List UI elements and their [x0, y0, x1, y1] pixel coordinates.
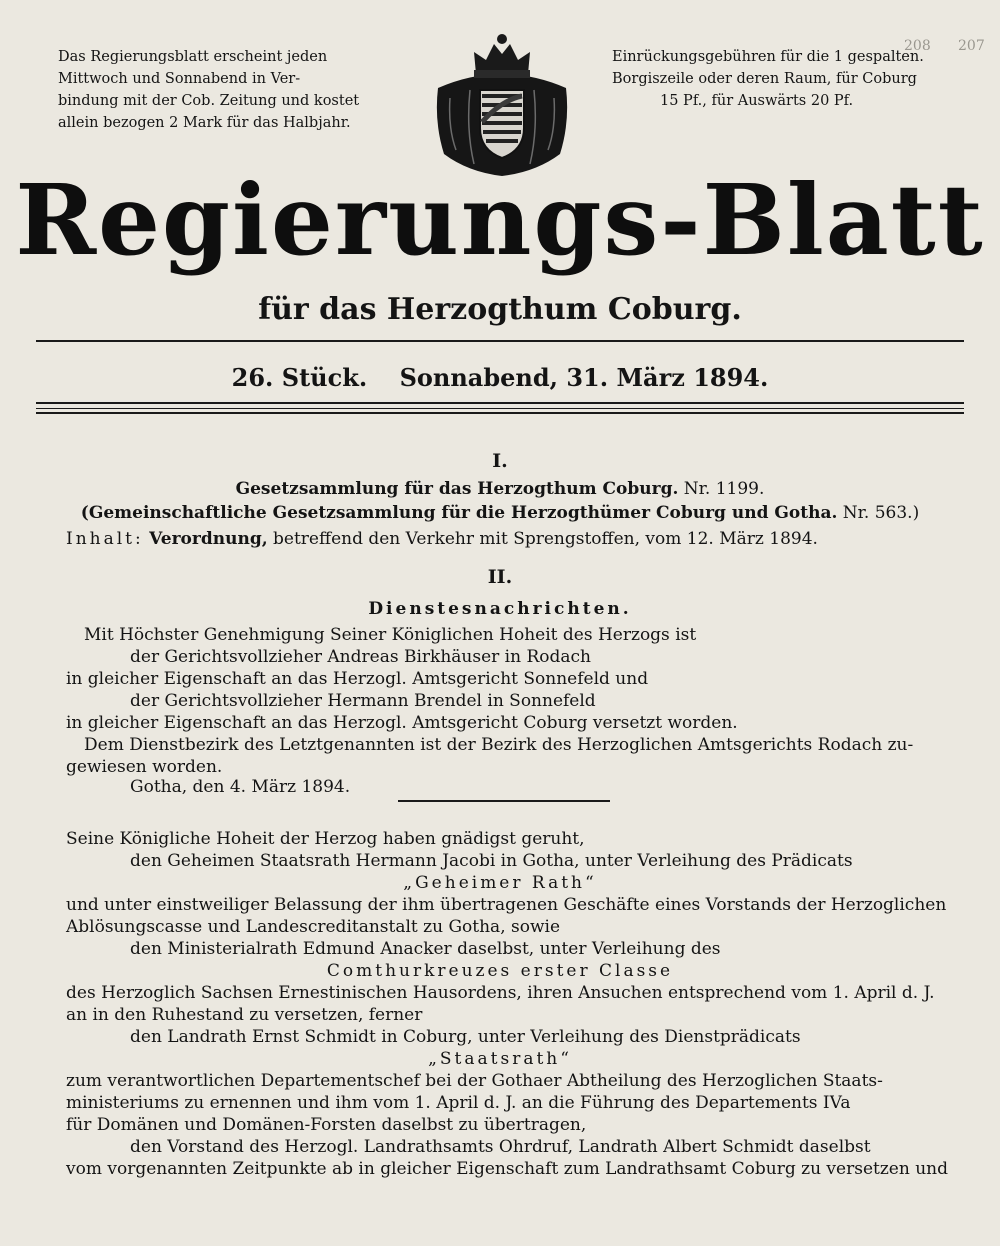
order-name: Comthurkreuzes erster Classe: [326, 961, 674, 981]
header-right-line: 15 Pf., für Auswärts 20 Pf.: [660, 93, 854, 109]
dienstesnachrichten-heading: Dienstesnachrichten.: [368, 599, 632, 619]
text-line: gewiesen worden.: [66, 757, 223, 777]
header-right-line: Einrückungsgebühren für die 1 gespalten.: [612, 49, 924, 65]
page-number-right: 207: [958, 38, 985, 54]
text-line: vom vorgenannten Zeitpunkte ab in gleicher Eigenschaft zum Landrathsamt Coburg zu versetzen und: [66, 1159, 948, 1179]
header-left-line: bindung mit der Cob. Zeitung und kostet: [58, 93, 360, 109]
text-line: an in den Ruhestand zu versetzen, ferner: [66, 1005, 423, 1025]
text-line: den Ministerialrath Edmund Anacker daselbst, unter Verleihung des: [130, 939, 721, 959]
text-line: der Gerichtsvollzieher Andreas Birkhäuser in Rodach: [130, 647, 591, 667]
gemeinschaftliche-line: [0, 502, 1000, 524]
coat-of-arms-icon: [430, 30, 574, 180]
text-line: und unter einstweiliger Belassung der ihm übertragenen Geschäfte eines Vorstands der Herzoglichen: [66, 895, 947, 915]
header-left-line: allein bezogen 2 Mark für das Halbjahr.: [58, 115, 351, 131]
gesetzsammlung-line: [0, 478, 1000, 500]
text-line: in gleicher Eigenschaft an das Herzogl. Amtsgericht Coburg versetzt worden.: [66, 713, 738, 733]
text-line: zum verantwortlichen Departementschef bei der Gothaer Abtheilung des Herzoglichen Staats-: [66, 1071, 883, 1091]
inhalt-bold: Verordnung,: [149, 529, 268, 549]
issue-line: [0, 360, 1000, 396]
divider: [398, 800, 610, 802]
title-staatsrath: „Staatsrath“: [428, 1049, 572, 1069]
gesetzsammlung-title: Gesetzsammlung für das Herzogthum Coburg.: [235, 479, 679, 499]
section-numeral-1: I.: [492, 450, 508, 472]
section-numeral-2: II.: [487, 566, 513, 588]
header-info-left: [58, 46, 398, 134]
header-right-line: Borgiszeile oder deren Raum, für Coburg: [612, 71, 917, 87]
header-info-right: [612, 46, 942, 112]
masthead-title: Regierungs-Blatt: [15, 163, 985, 277]
divider: [36, 340, 964, 342]
masthead-subtitle: für das Herzogthum Coburg.: [258, 292, 742, 327]
inhalt-line: [66, 528, 818, 550]
text-line: den Vorstand des Herzogl. Landrathsamts Ohrdruf, Landrath Albert Schmidt daselbst: [130, 1137, 871, 1157]
text-line: des Herzoglich Sachsen Ernestinischen Hausordens, ihren Ansuchen entsprechend vom 1. April d. J.: [66, 983, 935, 1003]
date-line: Gotha, den 4. März 1894.: [130, 777, 351, 797]
title-geheimer-rath: „Geheimer Rath“: [403, 873, 597, 893]
text-line: Dem Dienstbezirk des Letztgenannten ist der Bezirk des Herzoglichen Amtsgerichts Rodach zu-: [84, 735, 914, 755]
divider: [36, 412, 964, 414]
text-line: der Gerichtsvollzieher Hermann Brendel in Sonnefeld: [130, 691, 596, 711]
page-number-left: 208: [904, 38, 931, 54]
issue-number: 26. Stück.: [231, 363, 368, 392]
gesetzsammlung-number: Nr. 1199.: [683, 479, 765, 499]
text-line: den Landrath Ernst Schmidt in Coburg, unter Verleihung des Dienstprädicats: [130, 1027, 801, 1047]
header-left-line: Mittwoch und Sonnabend in Ver-: [58, 71, 301, 87]
divider: [36, 408, 964, 409]
text-line: ministeriums zu ernennen und ihm vom 1. April d. J. an die Führung des Departements IVa: [66, 1093, 851, 1113]
text-line: in gleicher Eigenschaft an das Herzogl. Amtsgericht Sonnefeld und: [66, 669, 649, 689]
text-line: für Domänen und Domänen-Forsten daselbst zu übertragen,: [66, 1115, 587, 1135]
divider: [36, 402, 964, 404]
inhalt-label: Inhalt:: [66, 529, 144, 549]
gemeinschaftliche-title: (Gemeinschaftliche Gesetzsammlung für die Herzogthümer Coburg und Gotha.: [80, 503, 838, 523]
text-line: Mit Höchster Genehmigung Seiner Königlichen Hoheit des Herzogs ist: [84, 625, 697, 645]
inhalt-text: betreffend den Verkehr mit Sprengstoffen, vom 12. März 1894.: [273, 529, 818, 549]
text-line: Seine Königliche Hoheit der Herzog haben gnädigst geruht,: [66, 829, 585, 849]
text-line: den Geheimen Staatsrath Hermann Jacobi in Gotha, unter Verleihung des Prädicats: [130, 851, 853, 871]
issue-date: Sonnabend, 31. März 1894.: [399, 363, 769, 392]
header-left-line: Das Regierungsblatt erscheint jeden: [58, 49, 328, 65]
text-line: Ablösungscasse und Landescreditanstalt zu Gotha, sowie: [66, 917, 561, 937]
gemeinschaftliche-number: Nr. 563.): [842, 503, 920, 523]
